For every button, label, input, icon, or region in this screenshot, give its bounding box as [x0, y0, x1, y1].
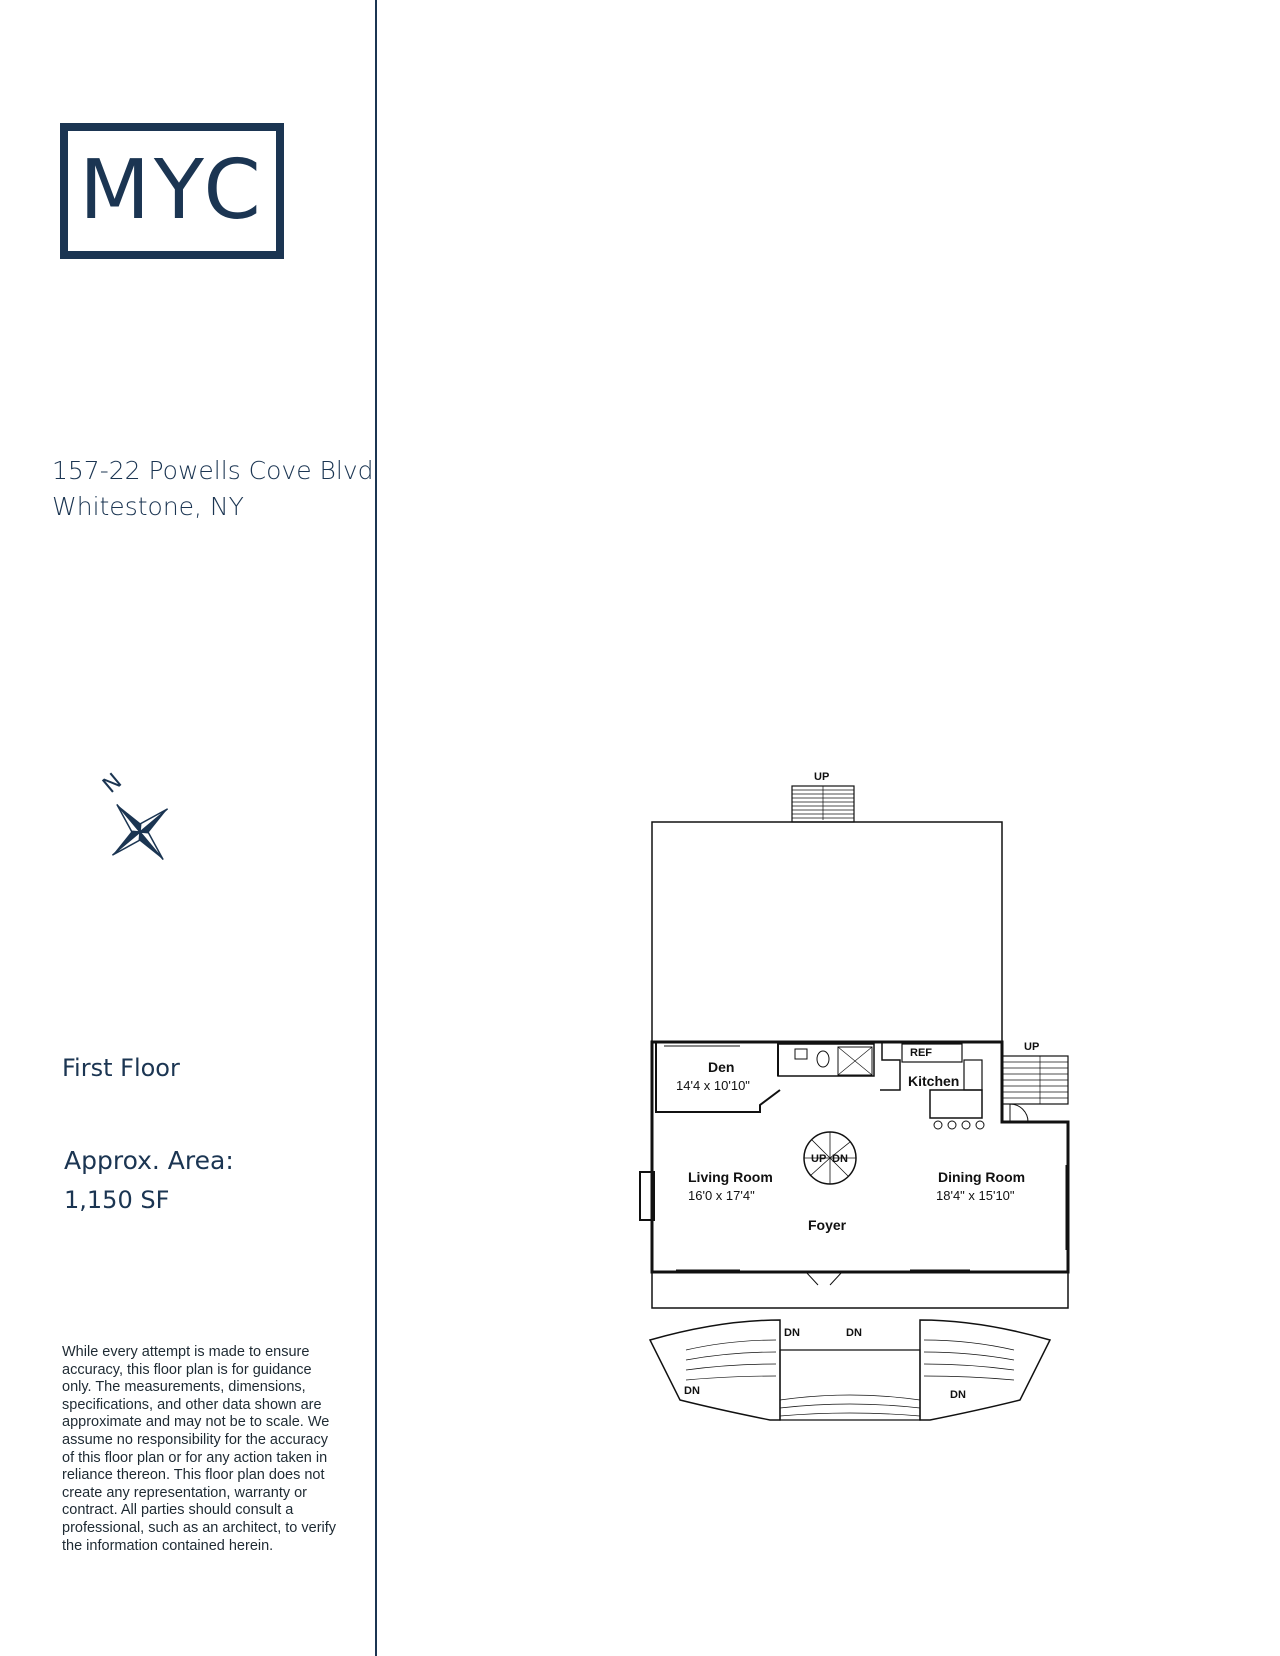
logo-text: MYC — [79, 143, 265, 238]
room-living-name: Living Room — [688, 1169, 773, 1185]
label-dn-2: DN — [846, 1327, 862, 1339]
vertical-divider — [375, 0, 377, 1656]
room-den-name: Den — [708, 1059, 735, 1075]
room-kitchen-name: Kitchen — [908, 1073, 960, 1089]
label-spiral-dn: DN — [832, 1153, 848, 1165]
label-ref: REF — [910, 1047, 932, 1059]
address-line-2: Whitestone, NY — [52, 492, 244, 521]
room-living-dims: 16'0 x 17'4" — [688, 1188, 755, 1203]
myc-logo — [60, 123, 284, 259]
area-label: Approx. Area: — [64, 1146, 234, 1175]
room-dining-dims: 18'4" x 15'10" — [936, 1188, 1015, 1203]
label-up-top: UP — [814, 771, 830, 783]
compass-icon — [92, 768, 182, 878]
area-value: 1,150 SF — [64, 1186, 170, 1214]
label-dn-4: DN — [950, 1389, 966, 1401]
label-dn-3: DN — [684, 1385, 700, 1397]
label-up-right: UP — [1024, 1041, 1040, 1053]
room-dining-name: Dining Room — [938, 1169, 1026, 1185]
label-dn-1: DN — [784, 1327, 800, 1339]
floor-name: First Floor — [62, 1054, 180, 1082]
upper-area — [652, 822, 1002, 1042]
label-spiral-up: UP — [811, 1153, 827, 1165]
address-line-1: 157-22 Powells Cove Blvd — [52, 456, 374, 485]
disclaimer-text: While every attempt is made to ensure accuracy, this floor plan is for guidance only. The measurements, dimensions, specifications, and other data shown are approximate and may not be to scale. We assume no responsibility for the accuracy of this floor plan or for any action taken in reliance thereon. This floor plan does not create any representation, warranty or contract. All parties should consult a professional, such as an architect, to verify the information contained herein. — [62, 1344, 337, 1554]
room-foyer-name: Foyer — [808, 1217, 847, 1233]
room-den-dims: 14'4 x 10'10" — [676, 1078, 750, 1093]
north-label: N — [98, 768, 128, 799]
floor-plan — [620, 760, 1080, 1440]
